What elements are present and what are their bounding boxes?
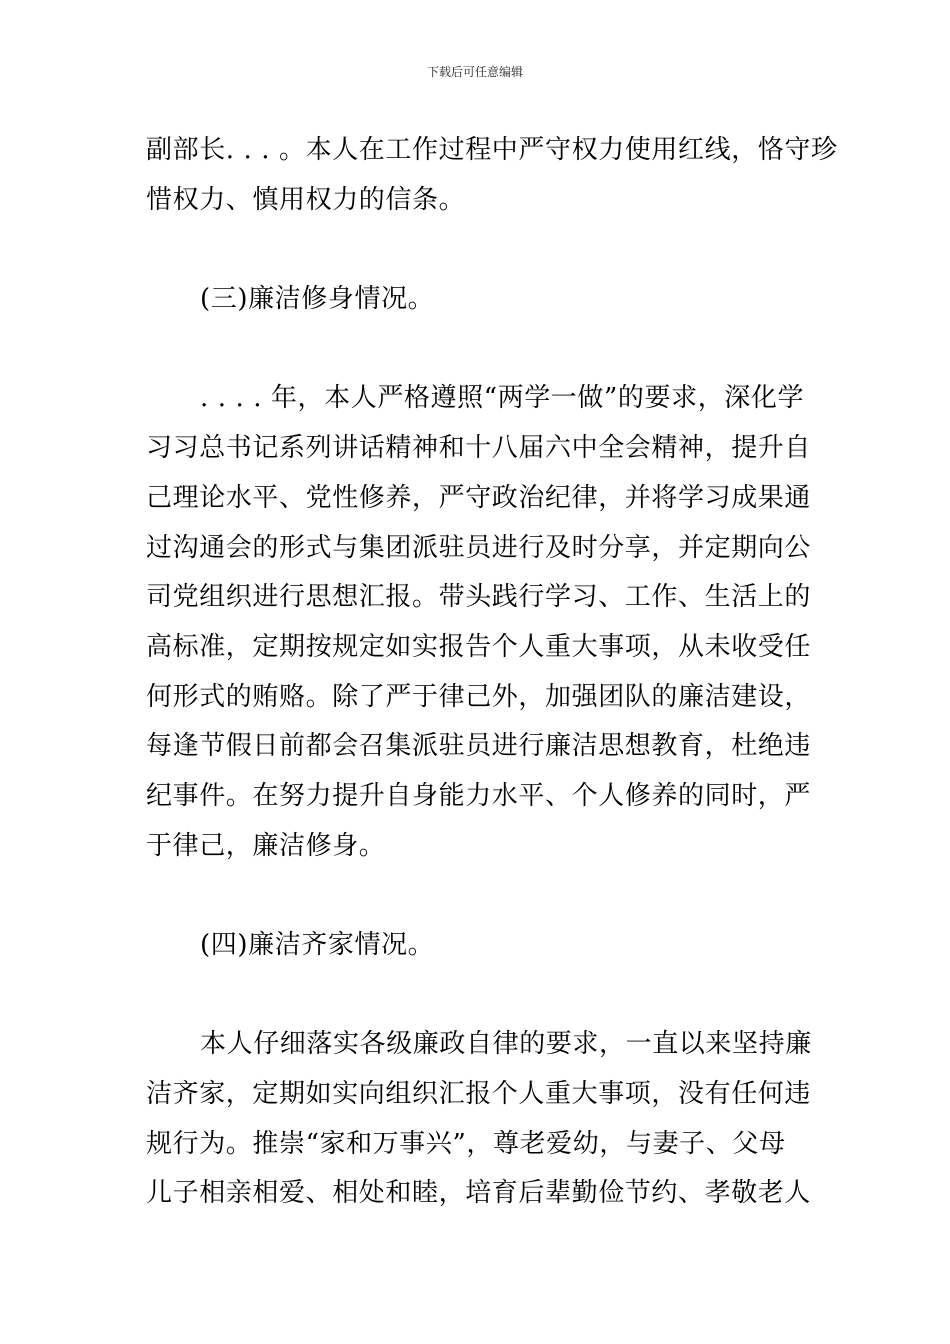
paragraph-family [146,1020,810,1219]
text-line: 规行为。推崇“家和万事兴”，尊老爱幼，与妻子、父母 [146,1128,786,1159]
text-line: 洁齐家，定期如实向组织汇报个人重大事项，没有任何违 [146,1079,812,1110]
text-line: 副部长. . . 。本人在工作过程中严守权力使用红线，恪守珍 [146,135,838,165]
text-line: 儿子相亲相爱、相处和睦，培育后辈勤俭节约、孝敬老人 [146,1178,812,1209]
section-heading-3 [146,275,810,325]
text-line: 每逢节假日前都会召集派驻员进行廉洁思想教育，杜绝违 [146,731,812,762]
text-line: 己理论水平、党性修养，严守政治纪律，并将学习成果通 [146,482,812,513]
document-body [146,126,838,1219]
paragraph-gap [146,225,810,275]
paragraph-self-discipline [146,374,810,871]
text-line: . . . . 年，本人严格遵照“两学一做”的要求，深化学 [200,383,805,414]
section-heading-text: (三)廉洁修身情况。 [200,284,435,315]
paragraph-intro [146,126,838,225]
text-line: 惜权力、慎用权力的信条。 [146,184,466,215]
text-line: 高标准，定期按规定如实报告个人重大事项，从未收受任 [146,631,812,662]
page-header: 下载后可任意编辑 [426,65,523,79]
paragraph-gap [146,325,810,375]
text-line: 司党组织进行思想汇报。带头践行学习、工作、生活上的 [146,582,812,613]
text-line: 本人仔细落实各级廉政自律的要求，一直以来坚持廉 [200,1029,812,1060]
paragraph-gap [146,871,810,921]
section-heading-4 [146,921,810,971]
text-line: 于律己，廉洁修身。 [146,830,386,861]
text-line: 纪事件。在努力提升自身能力水平、个人修养的同时，严 [146,780,812,811]
section-heading-text: (四)廉洁齐家情况。 [200,930,435,960]
text-line: 何形式的贿赂。除了严于律己外，加强团队的廉洁建设， [146,681,812,712]
text-line: 过沟通会的形式与集团派驻员进行及时分享，并定期向公 [146,532,812,563]
text-line: 习习总书记系列讲话精神和十八届六中全会精神，提升自 [146,433,812,464]
paragraph-gap [146,971,810,1021]
